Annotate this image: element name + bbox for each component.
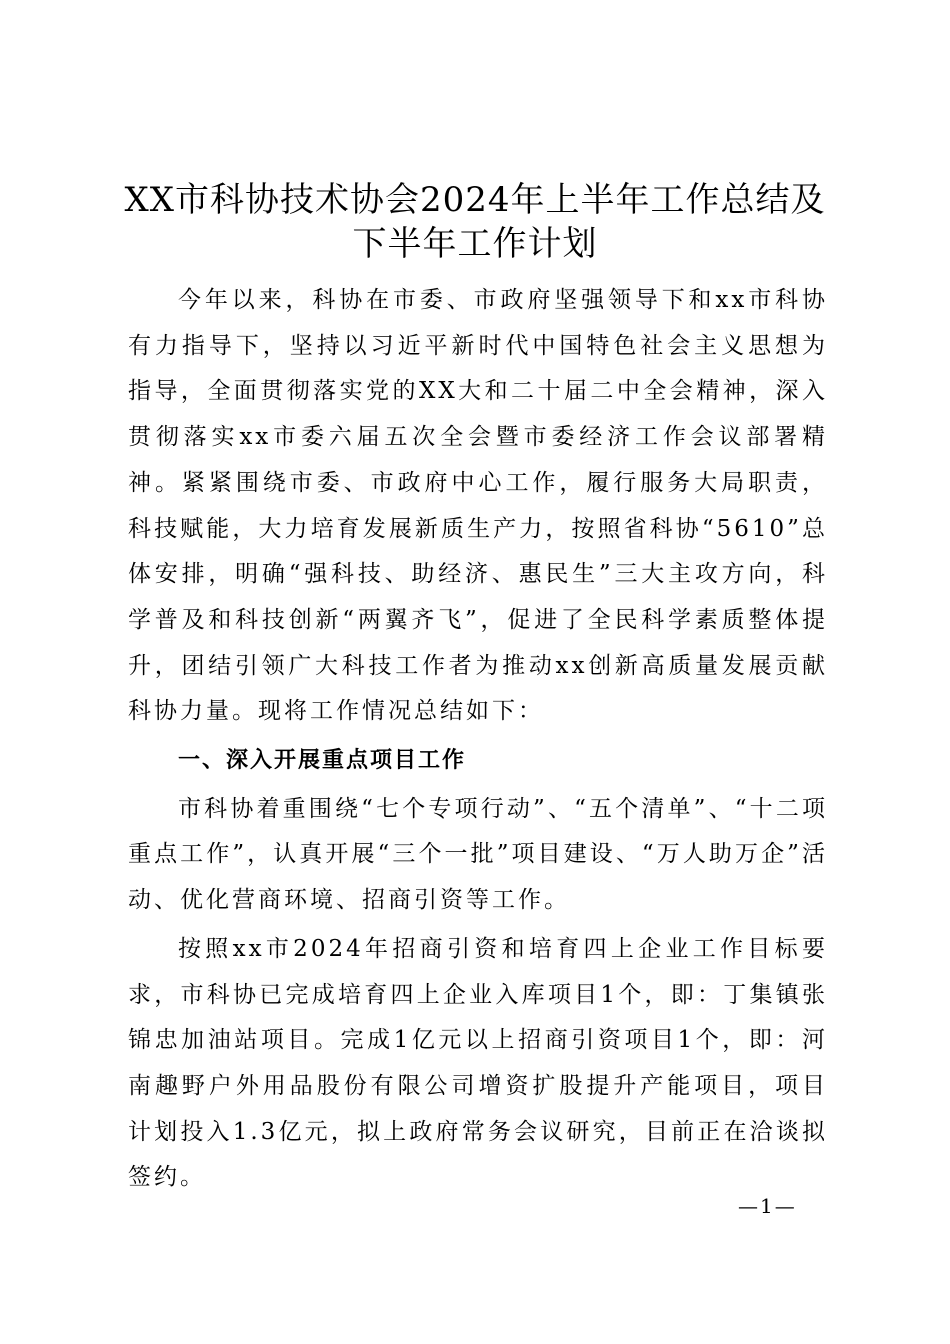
document-body <box>128 278 828 1201</box>
document-title-line-2: 下半年工作计划 <box>352 224 598 264</box>
document-title-line-1: XX市科协技术协会2024年上半年工作总结及 <box>124 180 826 220</box>
section-heading-1: 一、深入开展重点项目工作 <box>178 748 467 774</box>
section1-paragraph-1: 市科协着重围绕“七个专项行动”、“五个清单”、“十二项重点工作”，认真开展“三个一批”项目建设、“万人助万企”活动、优化营商环境、招商引资等工作。 <box>128 795 828 914</box>
intro-paragraph: 今年以来，科协在市委、市政府坚强领导下和xx市科协有力指导下，坚持以习近平新时代中国特色社会主义思想为指导，全面贯彻落实党的XX大和二十届二中全会精神，深入贯彻落实xx市委六届五次全会暨市委经济工作会议部署精神。紧紧围绕市委、市政府中心工作，履行服务大局职责，科技赋能，大力培育发展新质生产力，按照省科协“5610”总体安排，明确“强科技、助经济、惠民生”三大主攻方向，科学普及和科技创新“两翼齐飞”，促进了全民科学素质整体提升，团结引领广大科技工作者为推动xx创新高质量发展贡献科协力量。现将工作情况总结如下： <box>128 287 828 725</box>
page-number: —1— <box>738 1194 797 1218</box>
section1-paragraph-2: 按照xx市2024年招商引资和培育四上企业工作目标要求，市科协已完成培育四上企业入库项目1个，即：丁集镇张锦忠加油站项目。完成1亿元以上招商引资项目1个，即：河南趣野户外用品股份有限公司增资扩股提升产能项目，项目计划投入1.3亿元，拟上政府常务会议研究，目前正在洽谈拟签约。 <box>128 935 828 1191</box>
